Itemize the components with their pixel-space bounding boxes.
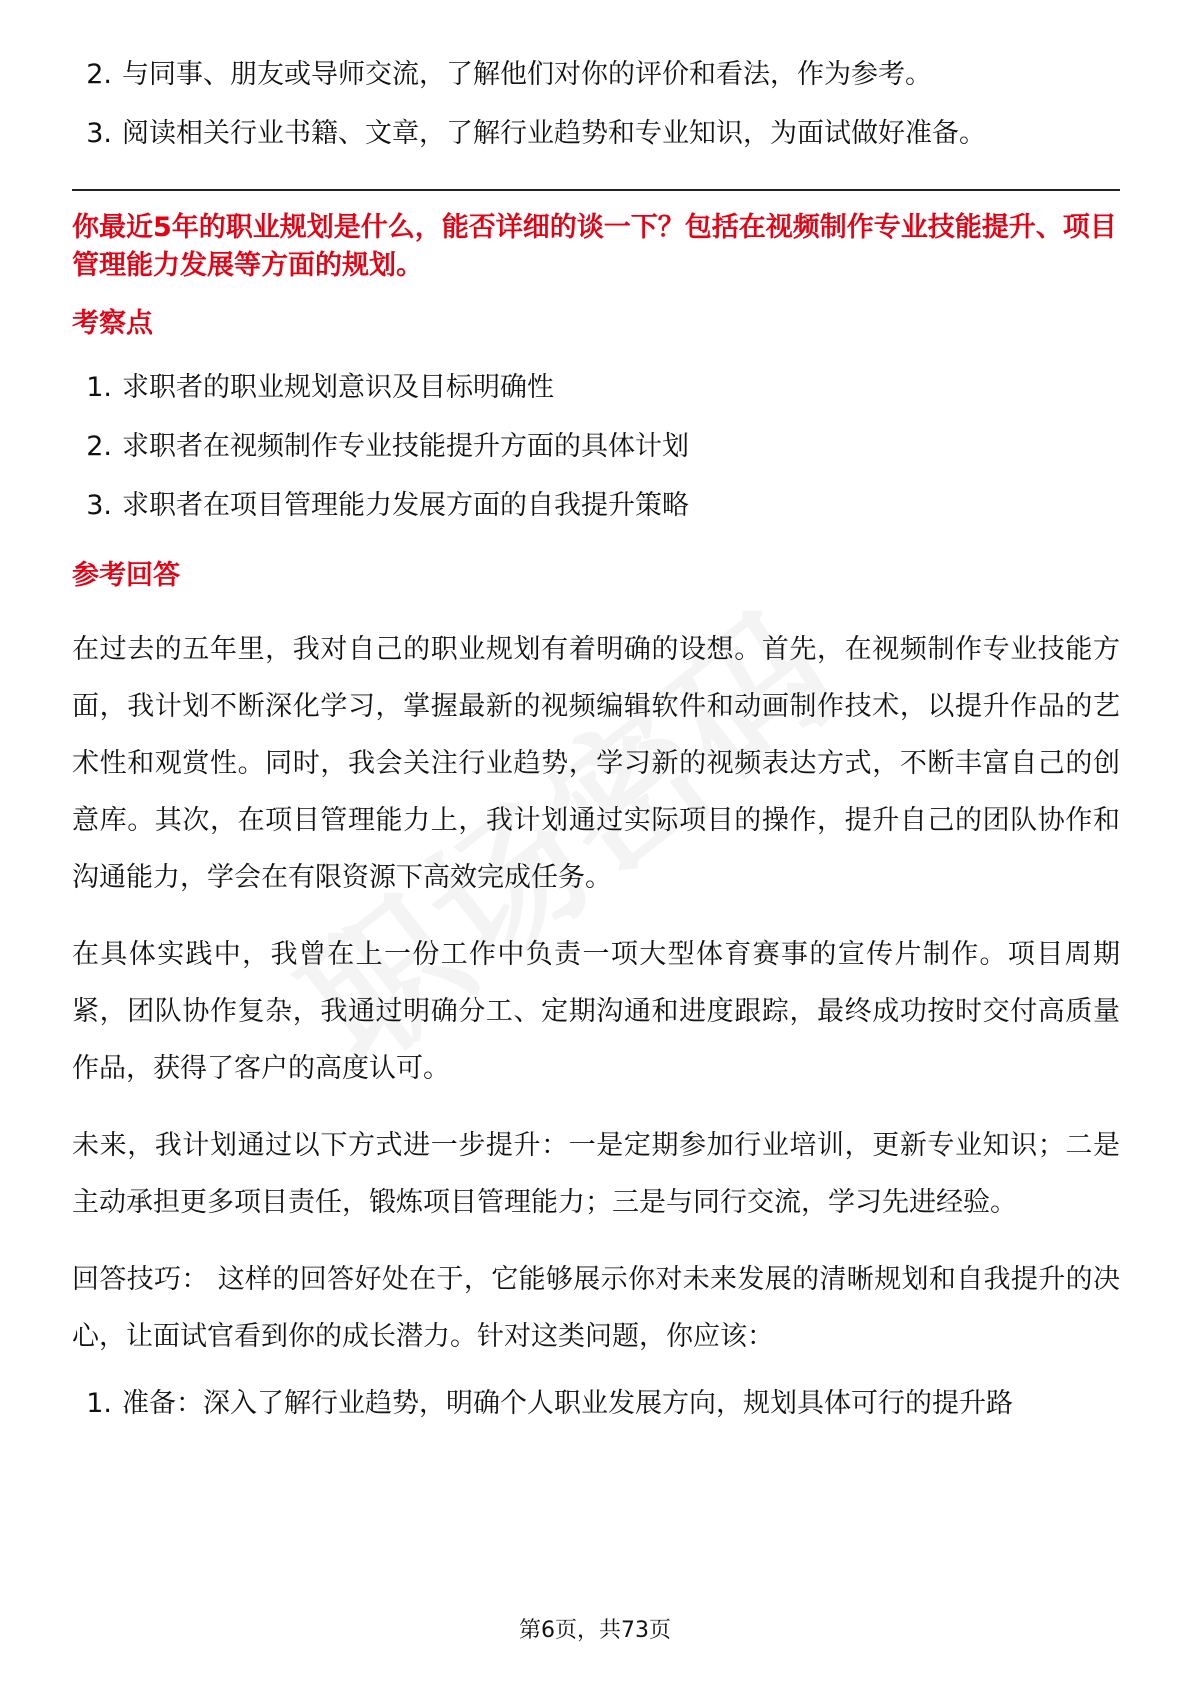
answer-paragraph: 在过去的五年里，我对自己的职业规划有着明确的设想。首先，在视频制作专业技能方面，我计划不断深化学习，掌握最新的视频编辑软件和动画制作技术，以提升作品的艺术性和观赏性。同时，我会关注行业趋势，学习新的视频表达方式，不断丰富自己的创意库。其次，在项目管理能力上，我计划通过实际项目的操作，提升自己的团队协作和沟通能力，学会在有限资源下高效完成任务。 [72, 634, 1120, 893]
examine-title: 考察点 [72, 308, 153, 339]
list-item-number: 3. [86, 118, 112, 149]
answer-tips-paragraph: 回答技巧： 这样的回答好处在于，它能够展示你对未来发展的清晰规划和自我提升的决心，让面试官看到你的成长潜力。针对这类问题，你应该： [72, 1264, 1120, 1352]
list-item-text: 与同事、朋友或导师交流，了解他们对你的评价和看法，作为参考。 [122, 59, 932, 90]
list-item-number: 2. [86, 431, 112, 462]
list-item-number: 3. [86, 490, 112, 521]
list-item-text: 求职者在项目管理能力发展方面的自我提升策略 [122, 490, 689, 521]
list-item [72, 369, 1120, 407]
list-item [72, 115, 1120, 153]
question-heading: 你最近5年的职业规划是什么，能否详细的谈一下？包括在视频制作专业技能提升、项目管理能力发展等方面的规划。 [72, 212, 1117, 281]
list-item-number: 1. [86, 372, 112, 403]
list-item-text: 求职者在视频制作专业技能提升方面的具体计划 [122, 431, 689, 462]
list-item-number: 2. [86, 59, 112, 90]
list-item-text: 准备：深入了解行业趋势，明确个人职业发展方向，规划具体可行的提升路 [122, 1388, 1013, 1419]
list-item-number: 1. [86, 1388, 112, 1419]
list-item [72, 1385, 1120, 1423]
list-item [72, 428, 1120, 466]
tips-list [72, 1385, 1120, 1423]
document-page [72, 56, 1120, 1444]
answer-paragraph: 在具体实践中，我曾在上一份工作中负责一项大型体育赛事的宣传片制作。项目周期紧，团队协作复杂，我通过明确分工、定期沟通和进度跟踪，最终成功按时交付高质量作品，获得了客户的高度认可。 [72, 939, 1120, 1084]
list-item [72, 487, 1120, 525]
page-footer: 第6页，共73页 [519, 1618, 671, 1643]
list-item-text: 求职者的职业规划意识及目标明确性 [122, 372, 554, 403]
answer-paragraph: 未来，我计划通过以下方式进一步提升：一是定期参加行业培训，更新专业知识；二是主动承担更多项目责任，锻炼项目管理能力；三是与同行交流，学习先进经验。 [72, 1130, 1120, 1218]
top-list [72, 56, 1120, 153]
list-item [72, 56, 1120, 94]
examine-list [72, 369, 1120, 525]
answer-title: 参考回答 [72, 560, 180, 591]
list-item-text: 阅读相关行业书籍、文章，了解行业趋势和专业知识，为面试做好准备。 [122, 118, 986, 149]
section-divider [72, 189, 1120, 191]
